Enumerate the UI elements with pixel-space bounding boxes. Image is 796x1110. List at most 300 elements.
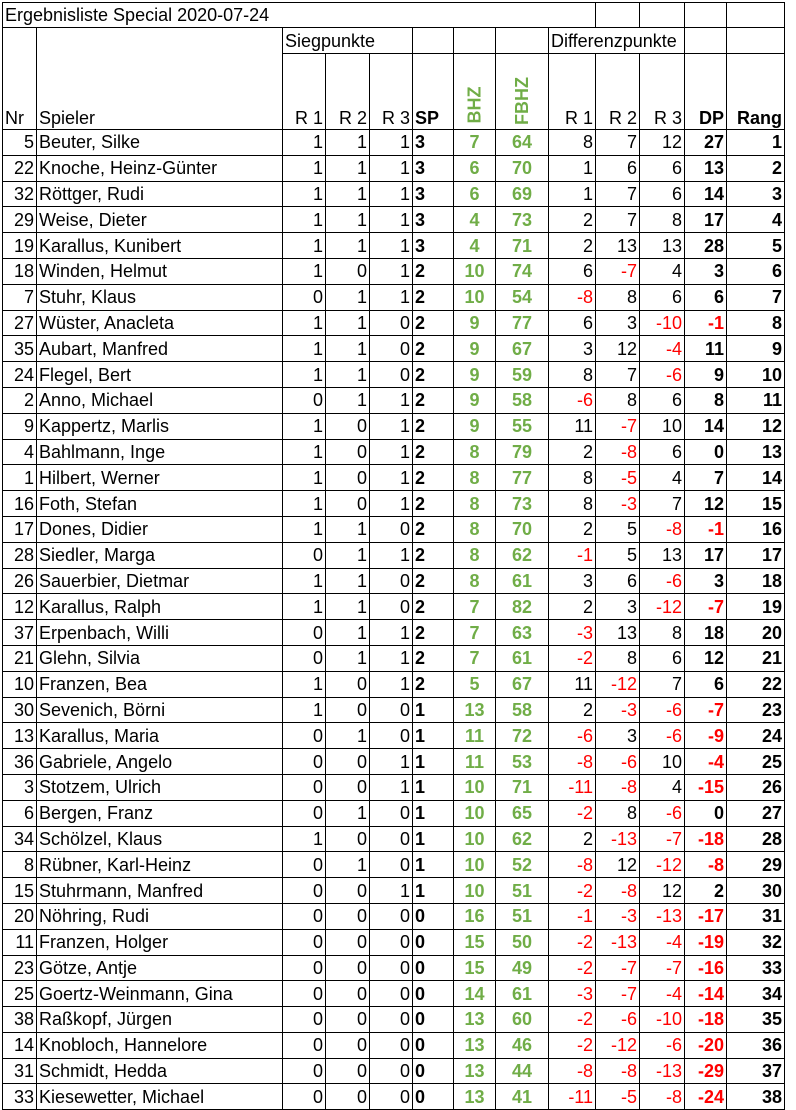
cell-bhz: 8 [454, 568, 496, 594]
cell-bhz: 8 [454, 491, 496, 517]
cell-bhz: 10 [454, 852, 496, 878]
cell-r1: 0 [283, 387, 326, 413]
cell-diff-r1: -2 [549, 1007, 596, 1033]
cell-diff-r2: -12 [596, 671, 640, 697]
cell-spieler: Stuhr, Klaus [37, 284, 283, 310]
cell-spieler: Rübner, Karl-Heinz [37, 852, 283, 878]
cell-diff-r1: 8 [549, 465, 596, 491]
cell-dp: 13 [685, 155, 727, 181]
cell-r3: 1 [370, 258, 413, 284]
cell-bhz: 6 [454, 155, 496, 181]
cell-dp: 11 [685, 336, 727, 362]
cell-spieler: Glehn, Silvia [37, 645, 283, 671]
cell-diff-r3: -13 [640, 903, 685, 929]
cell-nr: 11 [3, 929, 37, 955]
cell-r2: 1 [326, 852, 370, 878]
cell-fbhz: 73 [496, 207, 549, 233]
cell-r1: 1 [283, 181, 326, 207]
cell-diff-r1: 2 [549, 826, 596, 852]
cell-diff-r1: -6 [549, 723, 596, 749]
cell-nr: 27 [3, 310, 37, 336]
cell-sp: 2 [413, 645, 454, 671]
cell-diff-r3: -10 [640, 310, 685, 336]
cell-r1: 1 [283, 336, 326, 362]
cell-fbhz: 53 [496, 749, 549, 775]
cell-spieler: Raßkopf, Jürgen [37, 1007, 283, 1033]
cell-diff-r2: -8 [596, 439, 640, 465]
cell-sp: 1 [413, 723, 454, 749]
cell-r2: 0 [326, 774, 370, 800]
cell-r2: 0 [326, 413, 370, 439]
cell-bhz: 9 [454, 336, 496, 362]
cell-r3: 1 [370, 749, 413, 775]
cell-r3: 0 [370, 516, 413, 542]
cell-r3: 1 [370, 439, 413, 465]
cell-diff-r2: -12 [596, 1032, 640, 1058]
cell-spieler: Knobloch, Hannelore [37, 1032, 283, 1058]
cell-diff-r2: -3 [596, 491, 640, 517]
col-dp: DP [685, 54, 727, 130]
cell-spieler: Erpenbach, Willi [37, 620, 283, 646]
cell-diff-r1: 1 [549, 155, 596, 181]
cell-dp: 6 [685, 284, 727, 310]
cell-r2: 1 [326, 207, 370, 233]
cell-fbhz: 71 [496, 233, 549, 259]
table-row [3, 800, 785, 826]
cell-dp: 3 [685, 568, 727, 594]
cell-bhz: 6 [454, 181, 496, 207]
cell-nr: 13 [3, 723, 37, 749]
table-row [3, 620, 785, 646]
cell-r1: 0 [283, 878, 326, 904]
cell-r1: 0 [283, 1084, 326, 1110]
cell-r1: 0 [283, 981, 326, 1007]
col-r2: R 2 [326, 54, 370, 130]
cell-fbhz: 77 [496, 465, 549, 491]
cell-r2: 0 [326, 491, 370, 517]
cell-sp: 2 [413, 413, 454, 439]
cell-sp: 2 [413, 542, 454, 568]
cell-sp: 2 [413, 516, 454, 542]
cell-diff-r3: 8 [640, 207, 685, 233]
cell-bhz: 9 [454, 310, 496, 336]
cell-dp: -18 [685, 1007, 727, 1033]
cell-r2: 0 [326, 981, 370, 1007]
cell-nr: 29 [3, 207, 37, 233]
cell-r2: 0 [326, 465, 370, 491]
cell-rang: 29 [727, 852, 785, 878]
cell-diff-r1: 2 [549, 439, 596, 465]
cell-diff-r3: -12 [640, 594, 685, 620]
col-spieler: Spieler [37, 54, 283, 130]
cell-spieler: Knoche, Heinz-Günter [37, 155, 283, 181]
cell-r2: 0 [326, 1007, 370, 1033]
cell-r3: 0 [370, 697, 413, 723]
cell-diff-r3: 7 [640, 671, 685, 697]
cell-r1: 0 [283, 1007, 326, 1033]
cell-diff-r3: -6 [640, 1032, 685, 1058]
cell-nr: 38 [3, 1007, 37, 1033]
cell-rang: 36 [727, 1032, 785, 1058]
cell-nr: 34 [3, 826, 37, 852]
cell-r3: 0 [370, 800, 413, 826]
cell-rang: 13 [727, 439, 785, 465]
cell-nr: 9 [3, 413, 37, 439]
table-row [3, 336, 785, 362]
cell-bhz: 10 [454, 284, 496, 310]
table-row [3, 671, 785, 697]
cell-bhz: 4 [454, 207, 496, 233]
cell-r3: 1 [370, 233, 413, 259]
table-row [3, 1058, 785, 1084]
cell-rang: 12 [727, 413, 785, 439]
cell-rang: 24 [727, 723, 785, 749]
cell-rang: 11 [727, 387, 785, 413]
cell-r2: 1 [326, 800, 370, 826]
cell-r1: 1 [283, 233, 326, 259]
cell-diff-r1: -2 [549, 800, 596, 826]
cell-r1: 0 [283, 1032, 326, 1058]
col-r1: R 1 [283, 54, 326, 130]
cell-dp: 27 [685, 130, 727, 156]
cell-bhz: 10 [454, 826, 496, 852]
cell-spieler: Goertz-Weinmann, Gina [37, 981, 283, 1007]
cell-diff-r1: -1 [549, 542, 596, 568]
col-bhz: BHZ [454, 54, 496, 130]
cell-dp: 18 [685, 620, 727, 646]
results-table [2, 2, 785, 1110]
cell-rang: 7 [727, 284, 785, 310]
cell-r1: 1 [283, 258, 326, 284]
table-row [3, 826, 785, 852]
cell-diff-r3: -6 [640, 568, 685, 594]
cell-bhz: 4 [454, 233, 496, 259]
cell-diff-r1: -11 [549, 774, 596, 800]
cell-nr: 20 [3, 903, 37, 929]
cell-spieler: Bahlmann, Inge [37, 439, 283, 465]
cell-diff-r3: 6 [640, 284, 685, 310]
cell-r1: 0 [283, 955, 326, 981]
cell-rang: 28 [727, 826, 785, 852]
cell-r1: 0 [283, 620, 326, 646]
cell-nr: 26 [3, 568, 37, 594]
cell-bhz: 8 [454, 516, 496, 542]
cell-dp: 2 [685, 878, 727, 904]
cell-spieler: Beuter, Silke [37, 130, 283, 156]
cell-bhz: 7 [454, 130, 496, 156]
cell-r1: 1 [283, 594, 326, 620]
cell-spieler: Röttger, Rudi [37, 181, 283, 207]
cell-diff-r1: 6 [549, 310, 596, 336]
table-row [3, 723, 785, 749]
cell-sp: 3 [413, 155, 454, 181]
cell-nr: 30 [3, 697, 37, 723]
cell-nr: 1 [3, 465, 37, 491]
cell-diff-r3: -4 [640, 981, 685, 1007]
cell-rang: 27 [727, 800, 785, 826]
cell-rang: 15 [727, 491, 785, 517]
cell-diff-r2: -7 [596, 413, 640, 439]
cell-r3: 0 [370, 981, 413, 1007]
cell-fbhz: 73 [496, 491, 549, 517]
table-row [3, 181, 785, 207]
cell-r2: 1 [326, 233, 370, 259]
cell-fbhz: 70 [496, 155, 549, 181]
cell-diff-r2: -6 [596, 749, 640, 775]
cell-sp: 1 [413, 852, 454, 878]
cell-spieler: Weise, Dieter [37, 207, 283, 233]
cell-diff-r2: 6 [596, 155, 640, 181]
cell-diff-r3: 10 [640, 413, 685, 439]
table-row [3, 1032, 785, 1058]
cell-diff-r1: -2 [549, 1032, 596, 1058]
cell-diff-r2: 8 [596, 284, 640, 310]
cell-diff-r2: -3 [596, 903, 640, 929]
cell-dp: -16 [685, 955, 727, 981]
cell-spieler: Anno, Michael [37, 387, 283, 413]
cell-r1: 1 [283, 465, 326, 491]
table-row [3, 387, 785, 413]
cell-diff-r3: 6 [640, 439, 685, 465]
cell-spieler: Winden, Helmut [37, 258, 283, 284]
cell-dp: 0 [685, 439, 727, 465]
cell-diff-r3: -7 [640, 955, 685, 981]
cell-diff-r3: 12 [640, 130, 685, 156]
cell-bhz: 11 [454, 749, 496, 775]
cell-diff-r1: -3 [549, 981, 596, 1007]
cell-diff-r2: 3 [596, 310, 640, 336]
cell-diff-r1: -3 [549, 620, 596, 646]
cell-fbhz: 62 [496, 542, 549, 568]
cell-diff-r3: -4 [640, 929, 685, 955]
cell-dp: 12 [685, 645, 727, 671]
cell-fbhz: 71 [496, 774, 549, 800]
cell-r2: 0 [326, 697, 370, 723]
cell-diff-r2: -5 [596, 1084, 640, 1110]
cell-fbhz: 79 [496, 439, 549, 465]
cell-nr: 21 [3, 645, 37, 671]
cell-r3: 1 [370, 645, 413, 671]
cell-spieler: Gabriele, Angelo [37, 749, 283, 775]
cell-diff-r2: 12 [596, 852, 640, 878]
cell-spieler: Karallus, Ralph [37, 594, 283, 620]
cell-spieler: Sauerbier, Dietmar [37, 568, 283, 594]
cell-r2: 0 [326, 1058, 370, 1084]
col-diff-r3: R 3 [640, 54, 685, 130]
cell-bhz: 7 [454, 620, 496, 646]
cell-diff-r3: 4 [640, 465, 685, 491]
cell-rang: 35 [727, 1007, 785, 1033]
cell-bhz: 7 [454, 645, 496, 671]
table-row [3, 981, 785, 1007]
table-row [3, 155, 785, 181]
cell-rang: 6 [727, 258, 785, 284]
cell-r3: 0 [370, 1058, 413, 1084]
cell-r1: 1 [283, 697, 326, 723]
cell-rang: 37 [727, 1058, 785, 1084]
col-sp: SP [413, 54, 454, 130]
cell-diff-r2: 5 [596, 542, 640, 568]
cell-dp: 28 [685, 233, 727, 259]
cell-r2: 0 [326, 1032, 370, 1058]
cell-rang: 19 [727, 594, 785, 620]
cell-diff-r3: 12 [640, 878, 685, 904]
cell-sp: 2 [413, 465, 454, 491]
cell-r3: 1 [370, 130, 413, 156]
cell-diff-r2: 13 [596, 620, 640, 646]
cell-fbhz: 52 [496, 852, 549, 878]
cell-r3: 0 [370, 723, 413, 749]
cell-spieler: Karallus, Kunibert [37, 233, 283, 259]
cell-sp: 0 [413, 1007, 454, 1033]
cell-nr: 2 [3, 387, 37, 413]
cell-r2: 1 [326, 362, 370, 388]
cell-r1: 1 [283, 310, 326, 336]
cell-diff-r3: -6 [640, 723, 685, 749]
cell-r3: 1 [370, 387, 413, 413]
cell-r2: 1 [326, 181, 370, 207]
cell-fbhz: 69 [496, 181, 549, 207]
cell-diff-r3: -6 [640, 362, 685, 388]
cell-spieler: Sevenich, Börni [37, 697, 283, 723]
cell-spieler: Bergen, Franz [37, 800, 283, 826]
cell-rang: 17 [727, 542, 785, 568]
cell-bhz: 5 [454, 671, 496, 697]
cell-dp: -7 [685, 697, 727, 723]
cell-r1: 0 [283, 929, 326, 955]
cell-diff-r2: -6 [596, 1007, 640, 1033]
cell-rang: 9 [727, 336, 785, 362]
cell-nr: 10 [3, 671, 37, 697]
cell-diff-r1: -2 [549, 929, 596, 955]
cell-diff-r1: 3 [549, 336, 596, 362]
cell-nr: 31 [3, 1058, 37, 1084]
page-title: Ergebnisliste Special 2020-07-24 [3, 3, 549, 28]
cell-spieler: Karallus, Maria [37, 723, 283, 749]
cell-sp: 2 [413, 336, 454, 362]
cell-rang: 21 [727, 645, 785, 671]
cell-diff-r3: 10 [640, 749, 685, 775]
cell-sp: 0 [413, 981, 454, 1007]
cell-nr: 25 [3, 981, 37, 1007]
cell-fbhz: 54 [496, 284, 549, 310]
cell-diff-r1: -8 [549, 284, 596, 310]
cell-spieler: Götze, Antje [37, 955, 283, 981]
cell-diff-r2: 7 [596, 181, 640, 207]
cell-diff-r1: -8 [549, 749, 596, 775]
cell-sp: 0 [413, 903, 454, 929]
cell-diff-r1: 2 [549, 516, 596, 542]
cell-rang: 14 [727, 465, 785, 491]
cell-diff-r3: -10 [640, 1007, 685, 1033]
cell-spieler: Franzen, Bea [37, 671, 283, 697]
cell-diff-r1: -2 [549, 878, 596, 904]
cell-bhz: 8 [454, 439, 496, 465]
cell-sp: 1 [413, 697, 454, 723]
cell-dp: 12 [685, 491, 727, 517]
cell-r1: 0 [283, 1058, 326, 1084]
cell-dp: 14 [685, 413, 727, 439]
cell-nr: 24 [3, 362, 37, 388]
cell-rang: 32 [727, 929, 785, 955]
cell-diff-r1: -8 [549, 1058, 596, 1084]
cell-diff-r1: 8 [549, 362, 596, 388]
cell-diff-r1: 1 [549, 181, 596, 207]
cell-bhz: 13 [454, 1058, 496, 1084]
cell-spieler: Siedler, Marga [37, 542, 283, 568]
cell-r1: 0 [283, 800, 326, 826]
cell-diff-r2: -7 [596, 258, 640, 284]
table-row [3, 903, 785, 929]
cell-nr: 36 [3, 749, 37, 775]
cell-bhz: 16 [454, 903, 496, 929]
table-row [3, 233, 785, 259]
cell-fbhz: 41 [496, 1084, 549, 1110]
cell-r1: 1 [283, 491, 326, 517]
cell-rang: 2 [727, 155, 785, 181]
cell-fbhz: 77 [496, 310, 549, 336]
cell-diff-r2: -13 [596, 929, 640, 955]
cell-rang: 20 [727, 620, 785, 646]
cell-rang: 33 [727, 955, 785, 981]
cell-diff-r3: 6 [640, 155, 685, 181]
cell-spieler: Hilbert, Werner [37, 465, 283, 491]
cell-bhz: 15 [454, 955, 496, 981]
cell-diff-r2: 12 [596, 336, 640, 362]
cell-r3: 1 [370, 465, 413, 491]
cell-rang: 3 [727, 181, 785, 207]
cell-diff-r2: -7 [596, 955, 640, 981]
cell-diff-r2: 13 [596, 233, 640, 259]
cell-r2: 0 [326, 955, 370, 981]
cell-sp: 1 [413, 749, 454, 775]
cell-spieler: Franzen, Holger [37, 929, 283, 955]
cell-spieler: Flegel, Bert [37, 362, 283, 388]
cell-nr: 6 [3, 800, 37, 826]
cell-dp: -4 [685, 749, 727, 775]
cell-r3: 0 [370, 362, 413, 388]
cell-dp: -20 [685, 1032, 727, 1058]
cell-r2: 1 [326, 284, 370, 310]
table-row [3, 878, 785, 904]
cell-sp: 0 [413, 1058, 454, 1084]
cell-diff-r1: 2 [549, 594, 596, 620]
cell-diff-r2: -8 [596, 878, 640, 904]
cell-fbhz: 63 [496, 620, 549, 646]
table-row [3, 929, 785, 955]
cell-bhz: 10 [454, 800, 496, 826]
cell-diff-r2: 7 [596, 362, 640, 388]
cell-r3: 1 [370, 181, 413, 207]
cell-diff-r2: 7 [596, 207, 640, 233]
cell-r3: 0 [370, 1032, 413, 1058]
cell-r2: 1 [326, 620, 370, 646]
cell-r3: 1 [370, 413, 413, 439]
cell-r3: 0 [370, 1084, 413, 1110]
cell-diff-r3: 13 [640, 542, 685, 568]
cell-sp: 2 [413, 568, 454, 594]
table-row [3, 258, 785, 284]
cell-dp: 7 [685, 465, 727, 491]
cell-r2: 0 [326, 439, 370, 465]
cell-fbhz: 67 [496, 671, 549, 697]
cell-diff-r2: 8 [596, 645, 640, 671]
cell-rang: 26 [727, 774, 785, 800]
cell-fbhz: 61 [496, 568, 549, 594]
cell-sp: 2 [413, 387, 454, 413]
cell-r2: 1 [326, 387, 370, 413]
cell-nr: 7 [3, 284, 37, 310]
